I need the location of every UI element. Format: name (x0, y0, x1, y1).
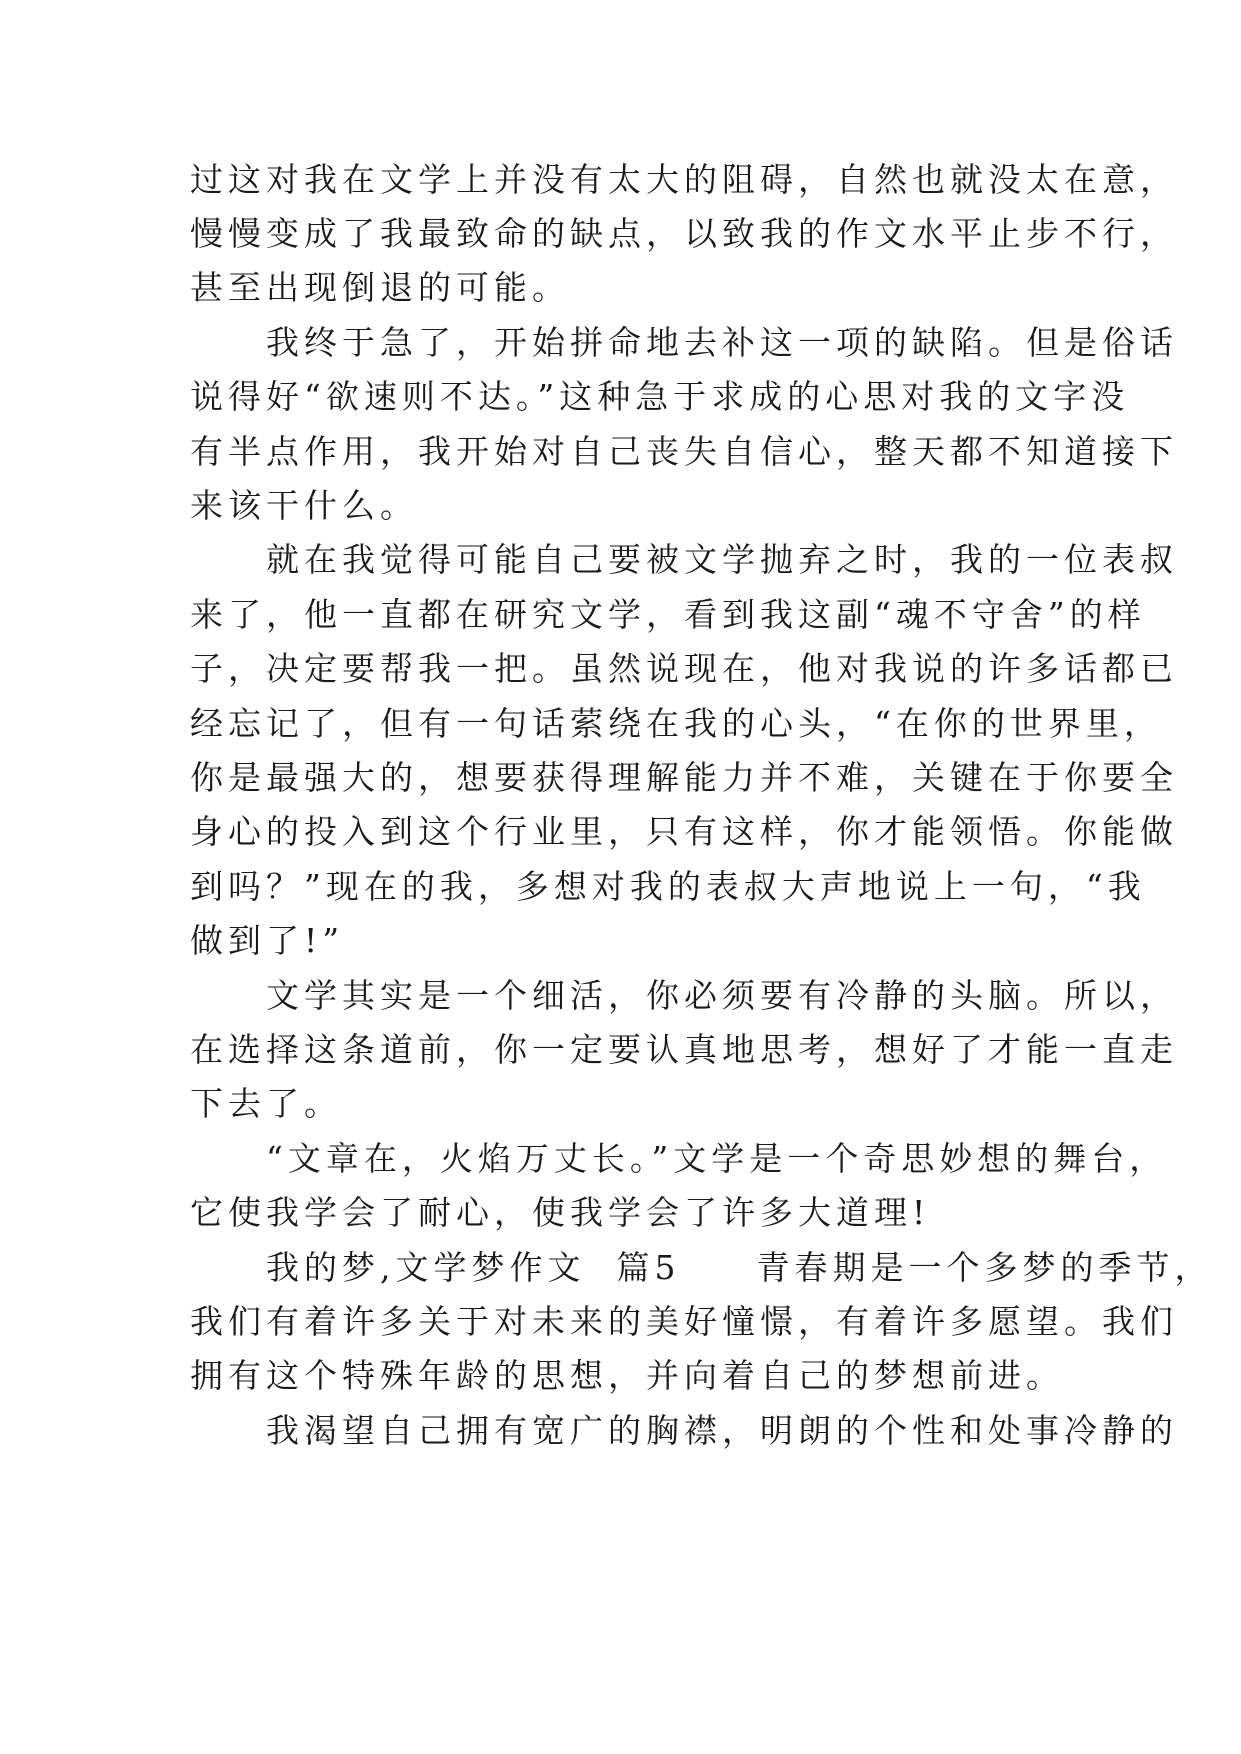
text-line: 子，决定要帮我一把。虽然说现在，他对我说的许多话都已 (190, 649, 1178, 688)
text-line: 文学其实是一个细活，你必须要有冷静的头脑。所以， (190, 976, 1178, 1015)
text-line: 下去了。 (190, 1084, 342, 1123)
text-line: 就在我觉得可能自己要被文学抛弃之时，我的一位表叔 (190, 540, 1178, 579)
text-line: 身心的投入到这个行业里，只有这样，你才能领悟。你能做 (190, 812, 1178, 851)
text-line: 我渴望自己拥有宽广的胸襟，明朗的个性和处事冷静的 (190, 1411, 1178, 1450)
text-line: 我的梦,文学梦作文 篇5 青春期是一个多梦的季节， (190, 1248, 1213, 1287)
text-line: 我们有着许多关于对未来的美好憧憬，有着许多愿望。我们 (190, 1302, 1178, 1341)
text-line: 经忘记了，但有一句话萦绕在我的心头，“在你的世界里， (190, 704, 1162, 743)
text-line: “文章在，火焰万丈长。”文学是一个奇思妙想的舞台， (190, 1139, 1168, 1178)
text-line: 做到了!” (190, 921, 345, 960)
text-line: 甚至出现倒退的可能。 (190, 268, 570, 307)
text-line: 过这对我在文学上并没有太大的阻碍，自然也就没太在意， (190, 160, 1178, 199)
text-line: 有半点作用，我开始对自己丧失自信心，整天都不知道接下 (190, 432, 1178, 471)
text-line: 来了，他一直都在研究文学，看到我这副“魂不守舍”的样 (190, 595, 1146, 634)
text-line: 你是最强大的，想要获得理解能力并不难，关键在于你要全 (190, 758, 1178, 797)
text-line: 慢慢变成了我最致命的缺点，以致我的作文水平止步不行， (190, 214, 1178, 253)
text-line: 来该干什么。 (190, 486, 418, 525)
text-line: 说得好“欲速则不达。”这种急于求成的心思对我的文字没 (190, 377, 1130, 416)
text-line: 拥有这个特殊年龄的思想，并向着自己的梦想前进。 (190, 1356, 1064, 1395)
text-line: 它使我学会了耐心，使我学会了许多大道理! (190, 1193, 931, 1232)
text-line: 在选择这条道前，你一定要认真地思考，想好了才能一直走 (190, 1030, 1178, 1069)
text-line: 到吗？”现在的我，多想对我的表叔大声地说上一句，“我 (190, 867, 1146, 906)
text-line: 我终于急了，开始拼命地去补这一项的缺陷。但是俗话 (190, 323, 1178, 362)
